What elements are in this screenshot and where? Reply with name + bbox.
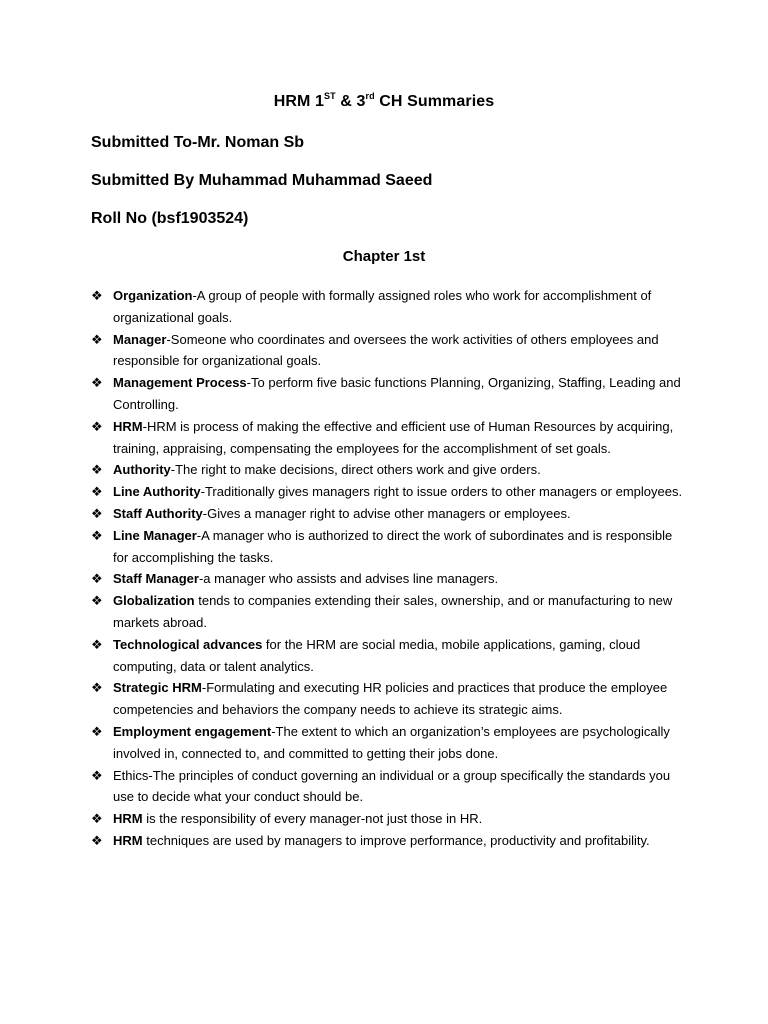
diamond-bullet-icon: ❖ <box>91 418 103 434</box>
definition-text: -Formulating and executing HR policies and practices that produce the employee competencies and behaviors the company needs to achieve its strategic aims. <box>113 680 668 718</box>
list-item <box>91 590 691 634</box>
definition-term: Organization <box>113 288 193 303</box>
title-part-1: HRM 1 <box>273 93 325 110</box>
diamond-bullet-icon: ❖ <box>91 636 103 652</box>
definition-term: HRM <box>113 832 143 848</box>
diamond-bullet-icon: ❖ <box>91 331 103 347</box>
definition-term: Strategic HRM <box>113 680 202 696</box>
list-item <box>91 765 691 809</box>
submitted-by: Submitted By Muhammad Muhammad Saeed <box>91 172 433 189</box>
title-part-2: & 3 <box>335 93 366 110</box>
list-item <box>91 503 691 525</box>
diamond-bullet-icon: ❖ <box>91 375 103 391</box>
diamond-bullet-icon: ❖ <box>91 767 103 783</box>
definition-term: Management Process <box>113 375 247 391</box>
diamond-bullet-icon: ❖ <box>91 288 103 303</box>
definition-text: -a manager who assists and advises line managers. <box>198 571 499 587</box>
definition-text: for the HRM are social media, mobile applications, gaming, cloud computing, data or talent analytics. <box>113 636 641 674</box>
definition-text: -Someone who coordinates and oversees the work activities of others employees and responsible for organizational goals. <box>113 331 659 369</box>
list-item <box>91 808 691 830</box>
diamond-bullet-icon: ❖ <box>91 832 103 848</box>
list-item <box>91 481 691 503</box>
definition-text: techniques are used by managers to improve performance, productivity and profitability. <box>142 832 650 848</box>
definition-text: -HRM is process of making the effective and efficient use of Human Resources by acquiring, training, appraising, compensating the employees for the accomplishment of set goals. <box>113 418 674 456</box>
definition-term: HRM <box>113 418 143 434</box>
list-item <box>91 525 691 569</box>
definition-term: HRM <box>113 811 143 827</box>
definition-term: Authority <box>113 462 171 478</box>
definition-term: Manager <box>113 331 167 347</box>
list-item <box>91 721 691 765</box>
list-item <box>91 416 691 460</box>
definition-text: -Gives a manager right to advise other managers or employees. <box>202 505 571 521</box>
diamond-bullet-icon: ❖ <box>91 723 103 739</box>
diamond-bullet-icon: ❖ <box>91 593 103 609</box>
definition-term: Employment engagement <box>113 723 272 739</box>
definition-text: -A manager who is authorized to direct the work of subordinates and is responsible for accomplishing the tasks. <box>113 527 673 565</box>
list-item <box>91 329 691 373</box>
title-part-3: CH Summaries <box>374 93 495 110</box>
definition-text: -Traditionally gives managers right to issue orders to other managers or employees. <box>200 484 683 500</box>
definition-text: -The right to make decisions, direct others work and give orders. <box>170 462 541 478</box>
list-item <box>91 568 691 590</box>
definition-term: Globalization <box>113 593 195 609</box>
definition-text: Ethics-The principles of conduct governing an individual or a group specifically the standards you use to decide what your conduct should be. <box>113 767 671 805</box>
document-title <box>0 93 768 111</box>
definition-text: -A group of people with formally assigned roles who work for accomplishment of organizational goals. <box>113 288 652 325</box>
diamond-bullet-icon: ❖ <box>91 505 103 521</box>
chapter-heading: Chapter 1st <box>342 248 426 265</box>
roll-number: Roll No (bsf1903524) <box>91 210 249 227</box>
definition-text: -To perform five basic functions Planning, Organizing, Staffing, Leading and Controlling. <box>113 375 681 412</box>
diamond-bullet-icon: ❖ <box>91 527 103 543</box>
definition-list <box>91 285 691 852</box>
list-item <box>91 677 691 721</box>
list-item <box>91 830 691 852</box>
definition-term: Staff Manager <box>113 571 199 587</box>
definition-term: Line Authority <box>113 484 201 500</box>
list-item <box>91 634 691 678</box>
title-superscript-1: ST <box>324 91 336 101</box>
definition-text: is the responsibility of every manager-not just those in HR. <box>142 811 483 827</box>
definition-text: -The extent to which an organization’s employees are psychologically involved in, connected to, and committed to getting their jobs done. <box>113 723 670 761</box>
definition-term: Technological advances <box>113 636 263 652</box>
diamond-bullet-icon: ❖ <box>91 484 103 500</box>
list-item <box>91 285 691 329</box>
list-item <box>91 459 691 481</box>
submitted-to: Submitted To-Mr. Noman Sb <box>91 134 305 151</box>
definition-term: Line Manager <box>113 527 197 543</box>
diamond-bullet-icon: ❖ <box>91 811 103 827</box>
definition-term: Staff Authority <box>113 505 203 521</box>
title-superscript-2: rd <box>365 91 375 101</box>
diamond-bullet-icon: ❖ <box>91 680 103 696</box>
list-item <box>91 372 691 416</box>
diamond-bullet-icon: ❖ <box>91 462 103 478</box>
diamond-bullet-icon: ❖ <box>91 571 103 587</box>
definition-text: tends to companies extending their sales, ownership, and or manufacturing to new markets abroad. <box>113 593 673 630</box>
